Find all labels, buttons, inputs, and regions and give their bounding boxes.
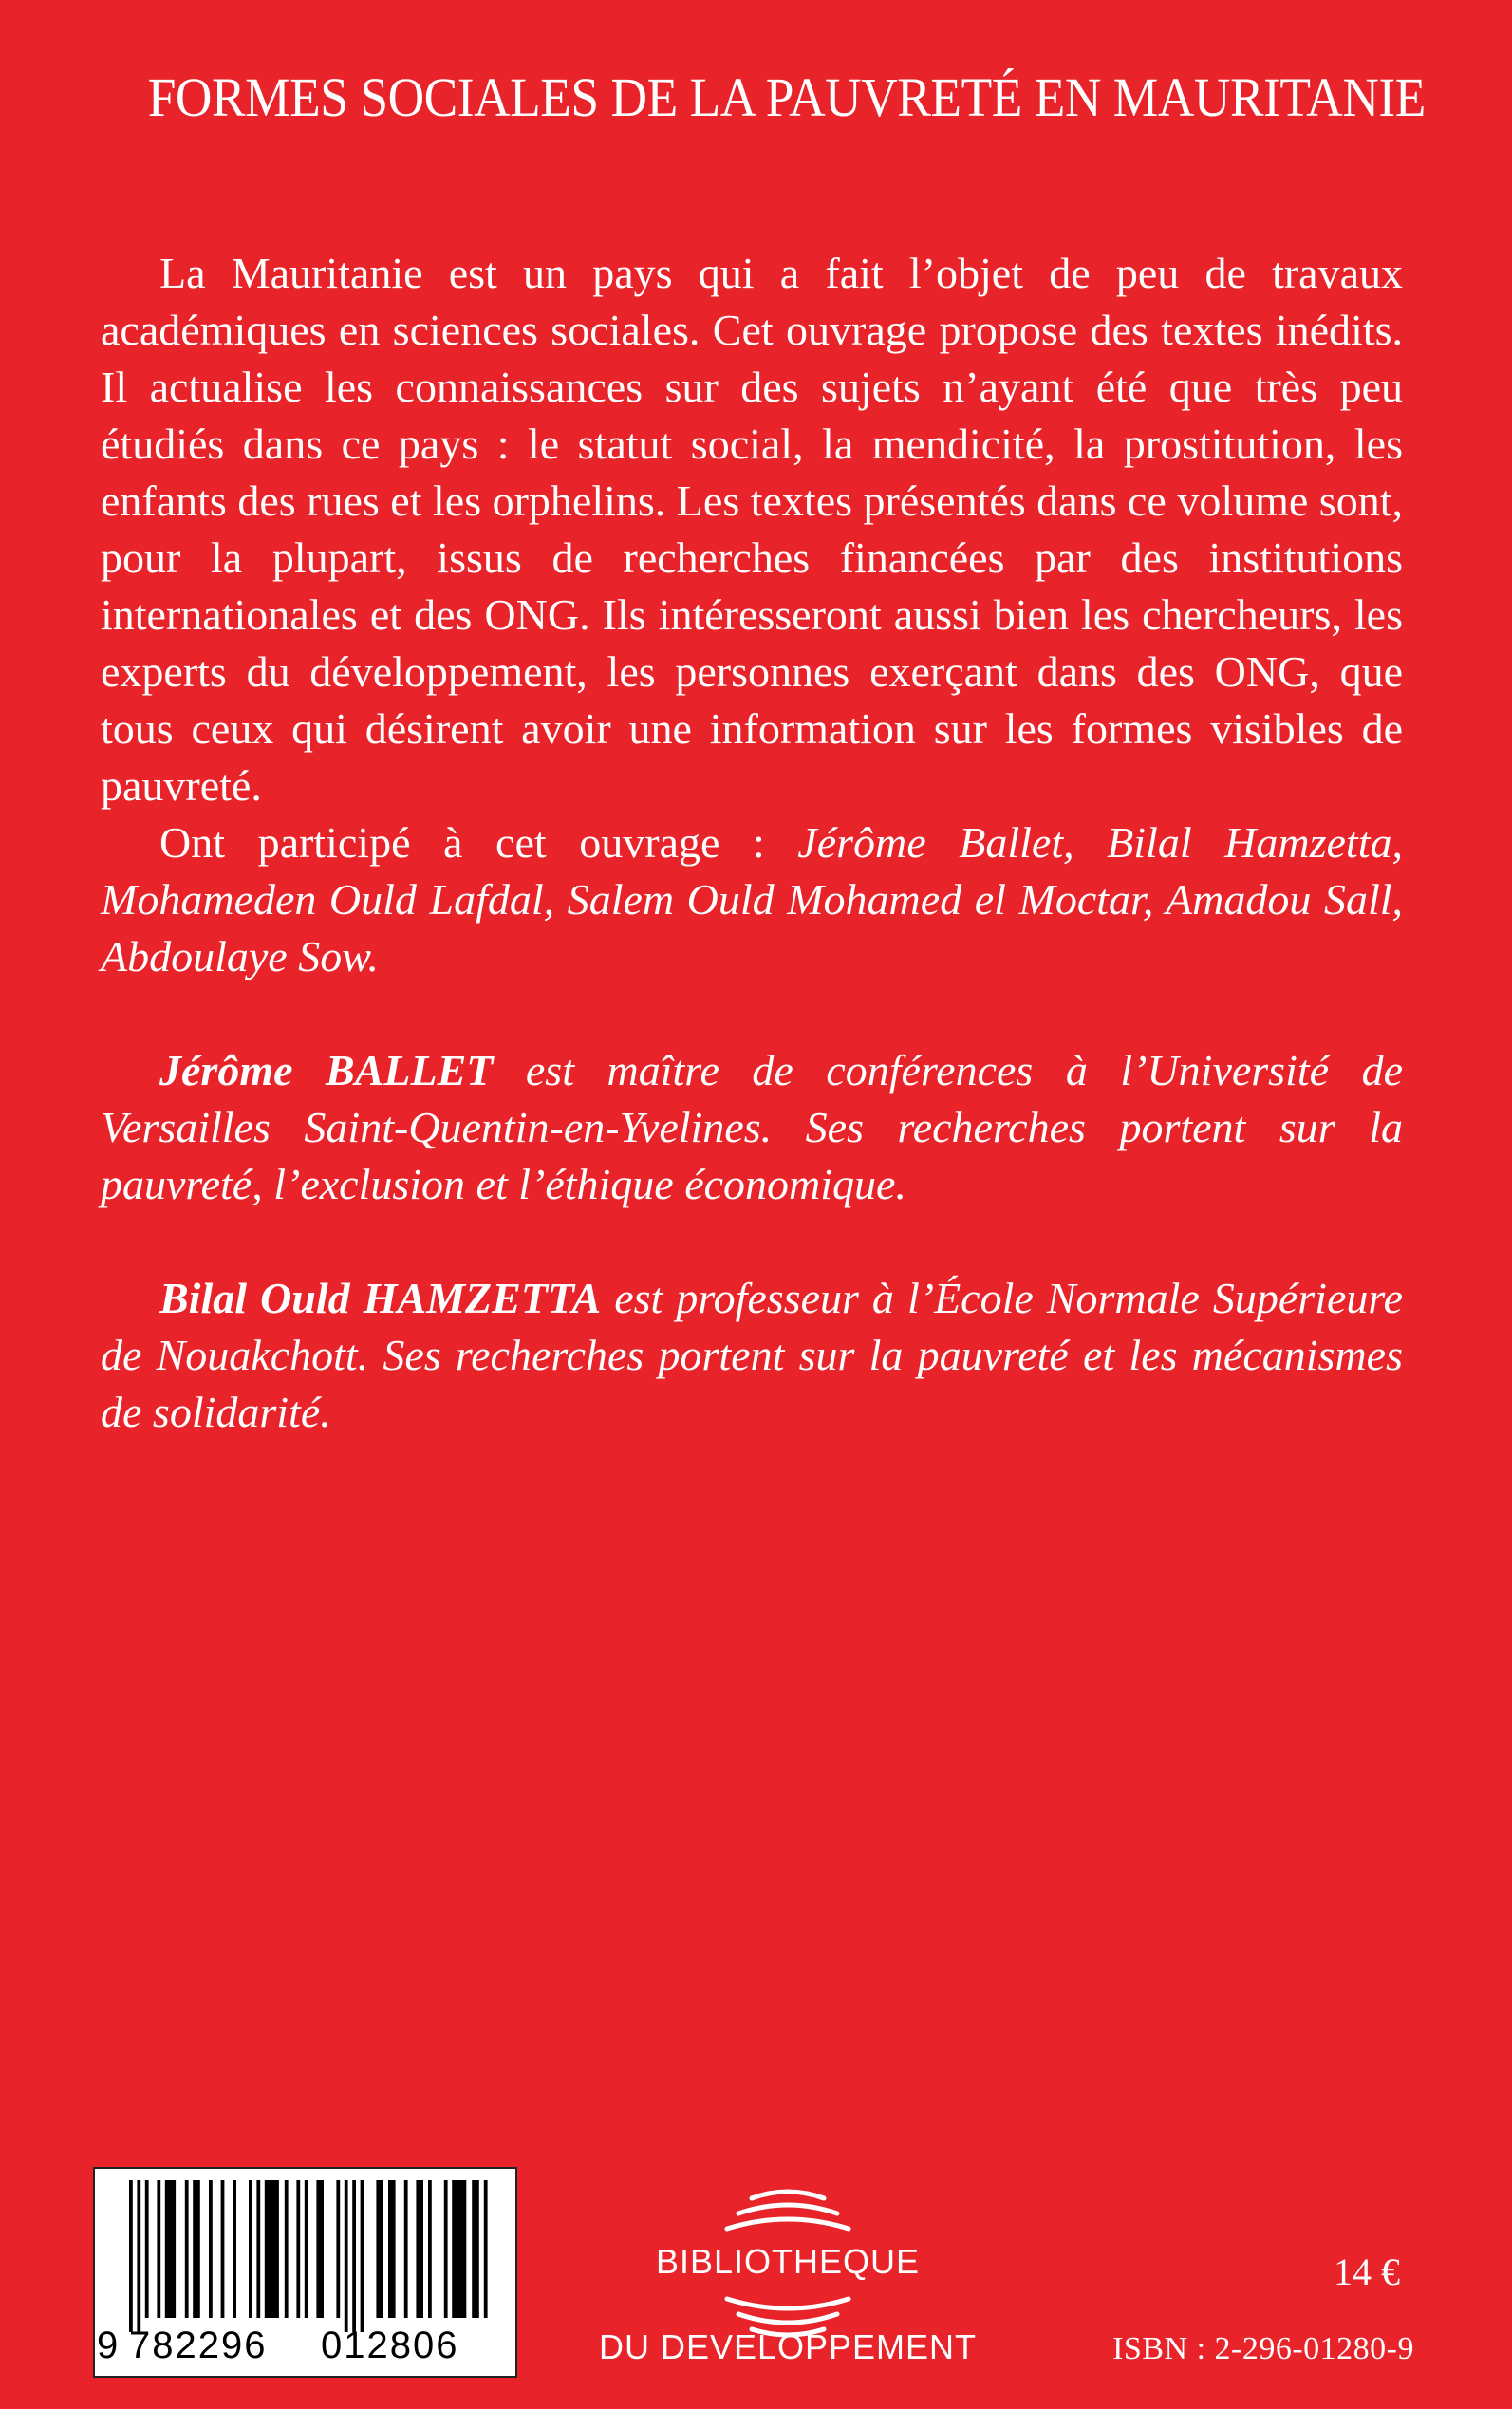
barcode-bar [193,2180,200,2318]
barcode-bar [428,2180,432,2318]
barcode-bar [361,2180,364,2332]
barcode-bar [221,2180,225,2318]
barcode [93,2167,517,2378]
author-bio-ballet [101,1042,1403,1213]
barcode-bar [233,2180,236,2318]
barcode-digit-first: 9 [97,2325,119,2366]
barcode-bar [209,2180,213,2318]
author-bio-hamzetta [101,1270,1403,1441]
barcode-bar [296,2180,300,2318]
barcode-digits [95,2325,519,2372]
barcode-bar [484,2180,488,2318]
author-name: Jérôme BALLET [159,1046,494,1094]
spacer [101,1213,1403,1270]
barcode-bar [388,2180,396,2318]
summary-paragraph: La Mauritanie est un pays qui a fait l’objet de peu de travaux académiques en sciences sociales. Cet ouvrage propose des textes inédits. Il actualise les connaissances sur des sujets n’ayant été que très peu étudiés dans ce pays : le statut social, la mendicité, la prostitution, les enfants des rues et les orphelins. Les textes présentés dans ce volume sont, pour la plupart, issus de recherches financées par des institutions internationales et des ONG. Ils intéresseront aussi bien les chercheurs, les experts du développement, les personnes exerçant dans des ONG, que tous ceux qui désirent avoir une information sur les formes visibles de pauvreté. [101,249,1403,810]
barcode-bar [316,2180,324,2318]
barcode-bar [376,2180,383,2318]
barcode-bar [305,2180,308,2318]
barcode-bar [285,2180,289,2318]
barcode-bar [336,2180,340,2318]
barcode-bar [249,2180,252,2318]
barcode-bar [137,2180,140,2332]
barcode-digits-left: 782296 [129,2325,268,2366]
barcode-bar [444,2180,448,2318]
barcode-bar [345,2180,348,2332]
barcode-bar [265,2180,279,2318]
barcode-bar [404,2180,408,2318]
barcode-bar [165,2180,176,2318]
barcode-digits-right: 012806 [321,2325,459,2366]
publisher-logo [588,2164,987,2392]
isbn: ISBN : 2-296-01280-9 [1112,2331,1414,2366]
price: 14 € [1334,2250,1400,2293]
publisher-name-line2: DU DEVELOPPEMENT [598,2327,978,2366]
barcode-bar [472,2180,479,2318]
contributors-intro: Ont participé à cet ouvrage : [159,818,798,867]
barcode-bars [112,2180,502,2332]
contributors-paragraph [101,814,1403,985]
author-bio-text: est maître de conférences à l’Université de Versailles Saint-Quentin-en-Yvelines. Ses recherches portent sur la pauvreté, l’exclusion et l’éthique économique. [101,1046,1403,1208]
author-bio-text: est professeur à l’École Normale Supérieure de Nouakchott. Ses recherches portent sur la pauvreté et les mécanismes de solidarité. [101,1274,1403,1436]
book-title: FORMES SOCIALES DE LA PAUVRETÉ EN MAURITANIE [147,66,1426,128]
barcode-bar [145,2180,149,2318]
barcode-bar [185,2180,189,2318]
contributors-names: Jérôme Ballet, Bilal Hamzetta, Mohameden Ould Lafdal, Salem Ould Mohamed el Moctar, Amadou Sall, Abdoulaye Sow. [101,818,1403,980]
barcode-bar [352,2180,356,2332]
cover-text [101,245,1403,1441]
barcode-bar [256,2180,260,2318]
publisher-name-line1: BIBLIOTHEQUE [655,2242,921,2281]
barcode-bar [157,2180,160,2318]
author-name: Bilal Ould HAMZETTA [159,1274,602,1322]
barcode-bar [129,2180,133,2332]
barcode-bar [416,2180,423,2318]
spacer [101,985,1403,1042]
barcode-bar [452,2180,466,2318]
